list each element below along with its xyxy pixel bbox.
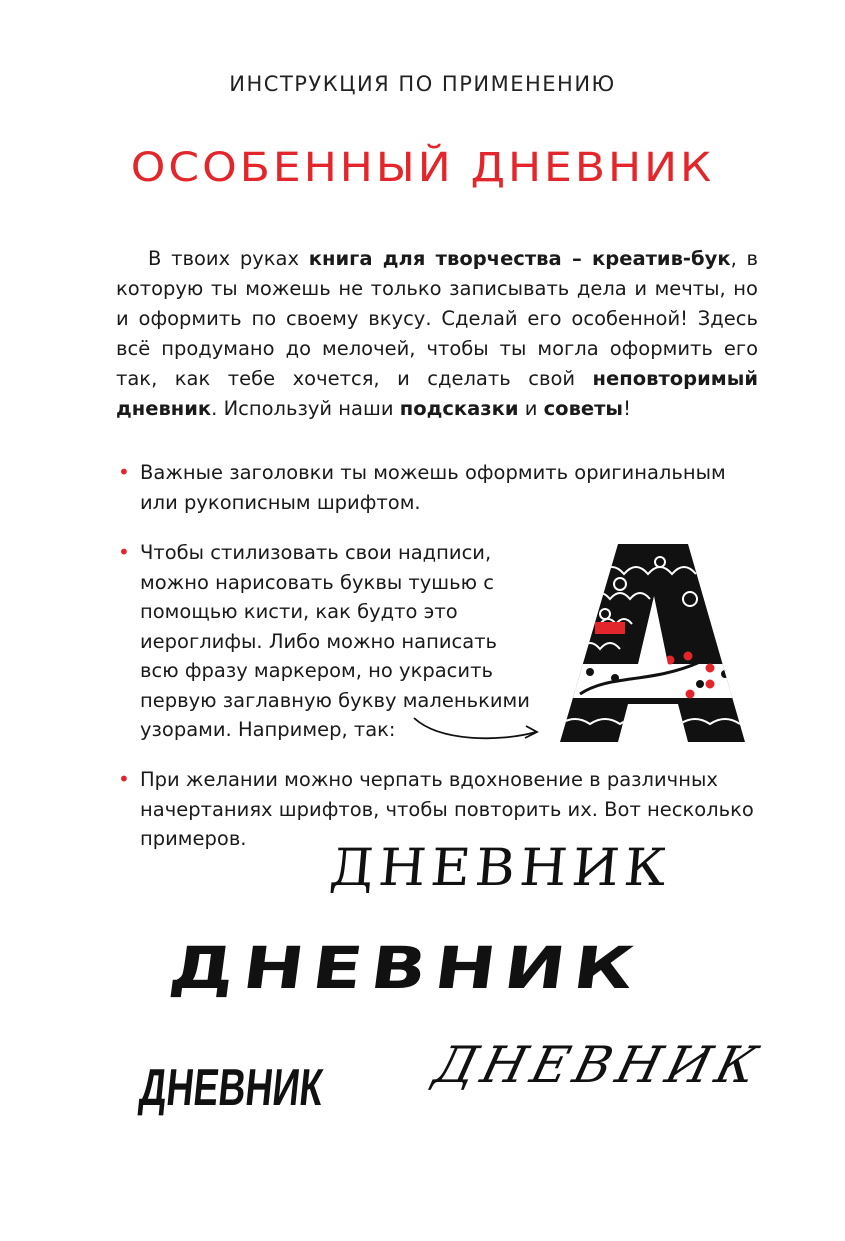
bullet-icon: •	[118, 460, 130, 484]
bullet-text: При желании можно черпать вдохновение в различных начертаниях шрифтов, чтобы повторить их. Вот несколько примеров.	[140, 768, 754, 850]
intro-text-4: и	[518, 397, 544, 420]
bullet-icon: •	[118, 767, 130, 791]
ornamental-letter-a-icon	[560, 544, 745, 742]
page-title: ОСОБЕННЫЙ ДНЕВНИК	[130, 144, 715, 191]
bullet-text: Важные заголовки ты можешь оформить оригинальным или рукописным шрифтом.	[140, 461, 726, 514]
bullet-text: Чтобы стилизовать свои надписи, можно нарисовать буквы тушью с помощью кисти, как будто это иероглифы. Либо можно написать всю фразу маркером, но украсить первую заглавную букву маленькими узорами. Например, так:	[140, 541, 530, 741]
intro-text-2: , в которую ты можешь не только записывать дела и мечты, но и оформить по своему вкусу. Сделай его особенной! Здесь всё продумано до мелочей, чтобы ты могла оформить его так, как тебе хочется, и сделать свой	[116, 247, 759, 390]
intro-text-5: !	[623, 397, 631, 420]
page-header: ИНСТРУКЦИЯ ПО ПРИМЕНЕНИЮ	[229, 72, 616, 96]
font-sample-condensed: ДНЕВНИК	[137, 1059, 326, 1117]
font-sample-script: ДНЕВНИК	[428, 1036, 769, 1094]
intro-bold-1: книга для творчества – креатив-бук	[308, 247, 731, 270]
bullet-item-fonts	[118, 458, 758, 517]
arrow-icon	[410, 712, 545, 744]
intro-text-3: . Используй наши	[211, 397, 400, 420]
font-sample-brush: ДНЕВНИК	[327, 837, 674, 898]
intro-text-1: В твоих руках	[148, 247, 309, 270]
font-sample-bold: ДНЕВНИК	[165, 934, 647, 1002]
bullet-icon: •	[118, 540, 130, 564]
intro-bold-4: советы	[543, 397, 624, 420]
intro-bold-3: подсказки	[399, 397, 519, 420]
intro-bold-2: неповторимый дневник	[116, 367, 758, 420]
intro-paragraph	[116, 244, 758, 424]
